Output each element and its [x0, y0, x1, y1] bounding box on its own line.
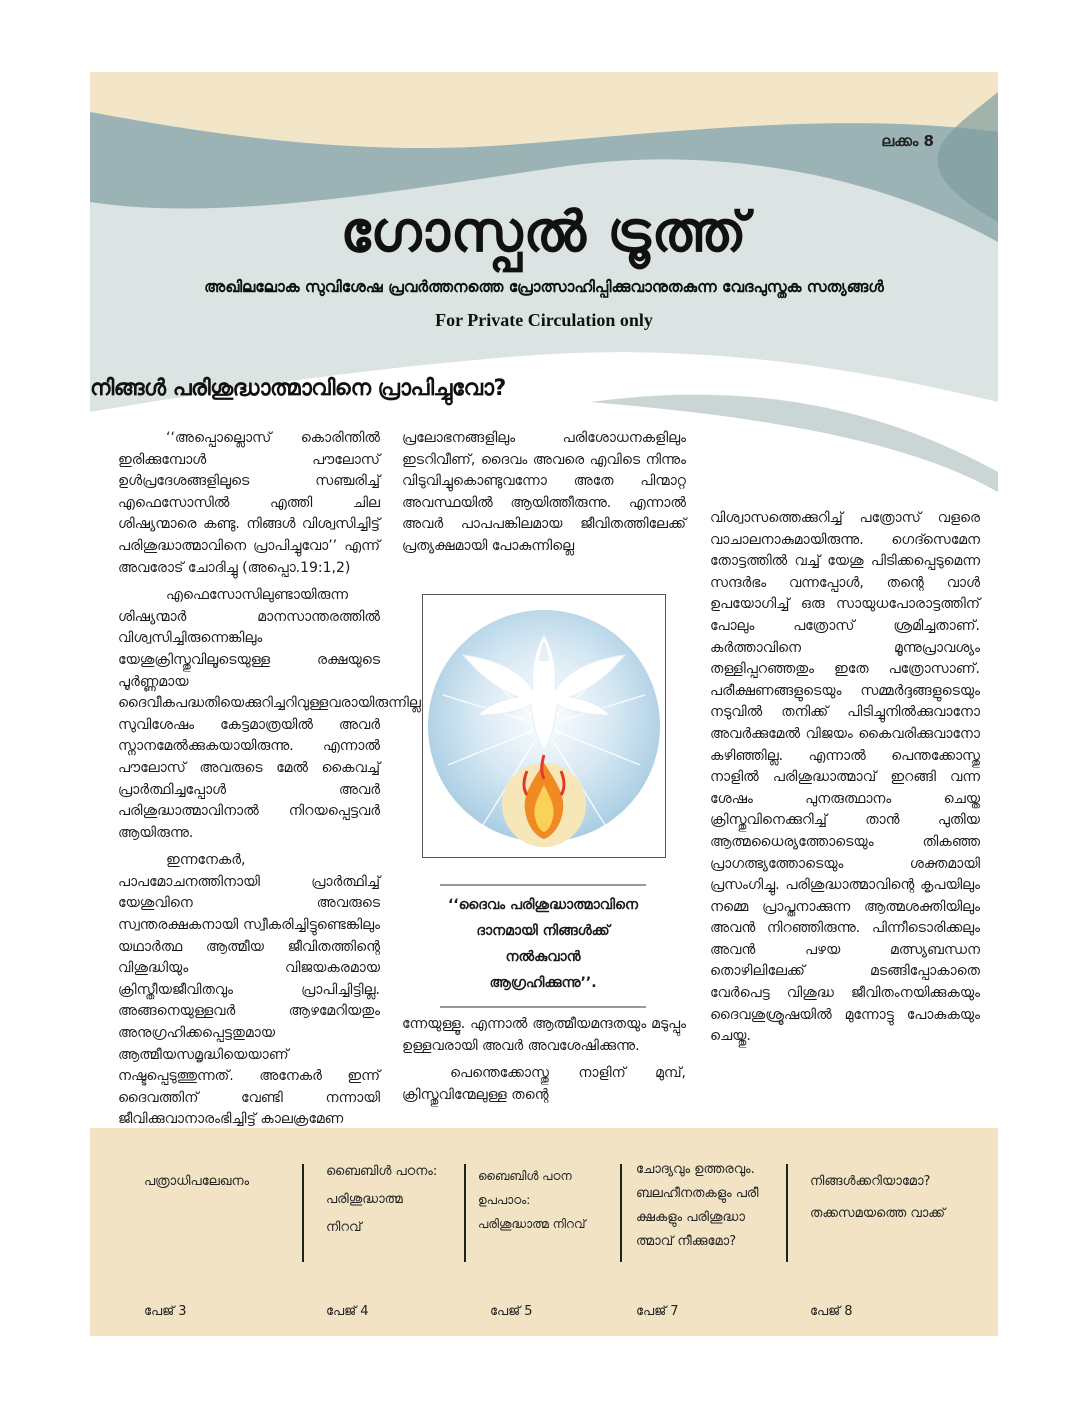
article-column-3 — [710, 508, 980, 1054]
contents-page-number: പേജ് 5 — [490, 1304, 533, 1319]
paragraph: ‘‘അപ്പൊല്ലൊസ് കൊരിന്തിൽ ഇരിക്കുമ്പോൾ പൗലോസ് ഉൾപ്രദേശങ്ങളിലൂടെ സഞ്ചരിച്ച് എഫെസോസിൽ എത്തി ചില ശിഷ്യന്മാരെ കണ്ടു. നിങ്ങൾ വിശ്വസിച്ചിട്ട് പരിശുദ്ധാത്മാവിനെ പ്രാപിച്ചുവോ’’ എന്ന് അവരോട് ചോദിച്ചു (അപ്പൊ.19:1,2) — [118, 430, 380, 576]
contents-item-label: പരിശുദ്ധാത്മ — [326, 1192, 403, 1207]
private-circulation-note: For Private Circulation only — [435, 310, 653, 330]
contents-divider — [464, 1164, 466, 1262]
contents-item-bible-study[interactable] — [326, 1158, 437, 1242]
article-headline: നിങ്ങൾ പരിശുദ്ധാത്മാവിനെ പ്രാപിച്ചുവോ? — [90, 376, 506, 401]
contents-item-label: ബൈബിൾ പഠനം: — [326, 1164, 438, 1179]
issue-number: ലക്കം 8 — [881, 132, 934, 150]
newsletter-title: ഗോസ്പൽ ട്രൂത്ത് — [340, 200, 748, 265]
quote-line: ദാനമായി നിങ്ങൾക്ക് — [476, 923, 610, 939]
newsletter-subtitle: അഖിലലോക സുവിശേഷ പ്രവർത്തനത്തെ പ്രോത്സാഹിപ്പിക്കുവാനുതകുന്ന വേദപുസ്തക സത്യങ്ങൾ — [204, 278, 884, 296]
contents-item-label: ഉപപാഠം: — [478, 1193, 531, 1207]
paragraph: ന്നേയുള്ളൂ. എന്നാൽ ആത്മീയമന്ദതയും മടുപ്പും ഉള്ളവരായി അവർ അവശേഷിക്കുന്നു. — [402, 1016, 686, 1054]
quote-divider — [440, 884, 646, 886]
contents-item-label: നിറവ് — [326, 1220, 362, 1235]
contents-divider — [620, 1164, 622, 1262]
quote-divider — [440, 1006, 646, 1008]
contents-item-did-you-know[interactable] — [810, 1166, 945, 1230]
contents-item-label: നിങ്ങൾക്കറിയാമോ? — [810, 1174, 931, 1189]
contents-divider — [302, 1164, 304, 1262]
article-column-1 — [118, 428, 421, 1137]
quote-line: ആഗ്രഹിക്കുന്നു’’. — [489, 975, 597, 991]
contents-item-bible-sub-study[interactable] — [478, 1164, 585, 1236]
contents-footer — [90, 1128, 998, 1336]
quote-line: നൽകുവാൻ — [505, 949, 581, 965]
contents-item-label: പരിശുദ്ധാത്മ നിറവ് — [478, 1217, 586, 1231]
article-column-2-continued — [402, 1014, 686, 1112]
newsletter-page — [90, 72, 998, 1336]
contents-page-number: പേജ് 7 — [636, 1304, 679, 1319]
contents-item-label: ചോദ്യവും ഉത്തരവും. — [636, 1162, 755, 1177]
contents-page-number: പേജ് 8 — [810, 1304, 853, 1319]
contents-item-label: ത്മാവ് നീക്കുമോ? — [636, 1234, 737, 1249]
contents-item-editorial[interactable] — [144, 1170, 249, 1194]
paragraph: പ്രലോഭനങ്ങളിലും പരിശോധനകളിലും ഇടറിവീണ്, ദൈവം അവരെ എവിടെ നിന്നും വിടുവിച്ചുകൊണ്ടുവന്നോ അതേ പിന്മാറ്റ അവസ്ഥയിൽ ആയിത്തീരുന്നു. എന്നാൽ അവർ പാപപങ്കിലമായ ജീവിതത്തിലേക്ക് പ്രത്യക്ഷമായി പോകുന്നില്ലെ — [402, 430, 686, 554]
contents-item-label: ബൈബിൾ പഠന — [478, 1169, 572, 1183]
contents-item-label: പത്രാധിപലേഖനം — [144, 1174, 250, 1189]
quote-line: ‘‘ദൈവം പരിശുദ്ധാത്മാവിനെ — [447, 897, 639, 913]
article-column-2 — [402, 428, 686, 564]
paragraph: എഫെസോസിലുണ്ടായിരുന്ന ശിഷ്യന്മാർ മാനസാന്തരത്തിൽ വിശ്വസിച്ചിരുന്നെങ്കിലും യേശുക്രിസ്തുവിലൂടെയുള്ള രക്ഷയുടെ പൂർണ്ണമായ ദൈവീകപദ്ധതിയെക്കുറിച്ചറിവുള്ളവരായിരുന്നില്ല സുവിശേഷം കേട്ടമാത്രയിൽ അവർ സ്നാനമേൽക്കുകയായിരുന്നു. എന്നാൽ പൗലോസ് അവരുടെ മേൽ കൈവച്ച് പ്രാർത്ഥിച്ചപ്പോൾ അവർ പരിശുദ്ധാത്മാവിനാൽ നിറയപ്പെട്ടവർ ആയിരുന്നു. — [118, 587, 421, 841]
contents-divider — [786, 1164, 788, 1262]
contents-item-questions-answers[interactable] — [636, 1158, 758, 1254]
holy-spirit-dove-flame-icon — [422, 594, 666, 858]
pull-quote — [422, 892, 664, 996]
paragraph: വിശ്വാസത്തെക്കുറിച്ച് പത്രോസ് വളരെ വാചാലനാകുമായിരുന്നു. ഗെദ്സെമേന തോട്ടത്തിൽ വച്ച് യേശു പിടിക്കപ്പെടുമെന്ന സന്ദർഭം വന്നപ്പോൾ, തന്റെ വാൾ ഉപയോഗിച്ച് ഒരു സായുധപോരാട്ടത്തിന് പോലും പത്രോസ് ശ്രമിച്ചതാണ്. കർത്താവിനെ മൂന്നുപ്രാവശ്യം തള്ളിപ്പറഞ്ഞതും ഇതേ പത്രോസാണ്. പരീക്ഷണങ്ങളുടെയും സമ്മർദ്ദങ്ങളുടെയും നടുവിൽ തനിക്ക് പിടിച്ചുനിൽക്കുവാനോ അവർക്കുമേൽ വിജയം കൈവരിക്കുവാനോ കഴിഞ്ഞില്ല. എന്നാൽ പെന്തക്കോസ്തു നാളിൽ പരിശുദ്ധാത്മാവ് ഇറങ്ങി വന്ന ശേഷം പുനരുത്ഥാനം ചെയ്ത ക്രിസ്തുവിനെക്കുറിച്ച് താൻ പുതിയ ആത്മധൈര്യത്തോടെയും തികഞ്ഞ പ്രാഗത്ഭ്യത്തോടെയും ശക്തമായി പ്രസംഗിച്ചു. പരിശുദ്ധാത്മാവിന്റെ കൃപയിലും നമ്മെ പ്രാപ്തനാക്കുന്ന ആത്മശക്തിയിലും അവൻ നിറഞ്ഞിരുന്നു. പിന്നീടൊരിക്കലും അവൻ പഴയ മത്സ്യബന്ധന തൊഴിലിലേക്ക് മടങ്ങിപ്പോകാതെ വേർപെട്ട വിശുദ്ധ ജീവിതംനയിക്കുകയും ദൈവശുശ്രൂഷയിൽ മുന്നോട്ടു പോകുകയും ചെയ്തു. — [710, 510, 980, 1045]
contents-page-number: പേജ് 4 — [326, 1304, 369, 1319]
contents-item-label: തക്കസമയത്തെ വാക്ക് — [810, 1206, 946, 1221]
paragraph: പെന്തെക്കോസ്തു നാളിന് മുമ്പ്, ക്രിസ്തുവിന്മേലുള്ള തന്റെ — [402, 1065, 686, 1103]
contents-page-number: പേജ് 3 — [144, 1304, 187, 1319]
paragraph: ഇന്നനേകർ, പാപമോചനത്തിനായി പ്രാർത്ഥിച്ച് യേശുവിനെ അവരുടെ സ്വന്തരക്ഷകനായി സ്വീകരിച്ചിട്ടുണ്ടെങ്കിലും യഥാർത്ഥ ആത്മീയ ജീവിതത്തിന്റെ വിശുദ്ധിയും വിജയകരമായ ക്രിസ്തീയജീവിതവും പ്രാപിച്ചിട്ടില്ല. അങ്ങനെയുള്ളവർ ആഴമേറിയതും അനുഗ്രഹിക്കപ്പെട്ടതുമായ ആത്മീയസമൃദ്ധിയെയാണ് നഷ്ടപ്പെടുത്തുന്നത്. അനേകർ ഇന്ന് ദൈവത്തിന് വേണ്ടി നന്നായി ജീവിക്കുവാനാരംഭിച്ചിട്ട് കാലക്രമേണ — [118, 852, 380, 1128]
contents-item-label: ബലഹീനതകളും പരീ — [636, 1186, 759, 1201]
contents-item-label: ക്ഷകളും പരിശുദ്ധാ — [636, 1210, 745, 1225]
